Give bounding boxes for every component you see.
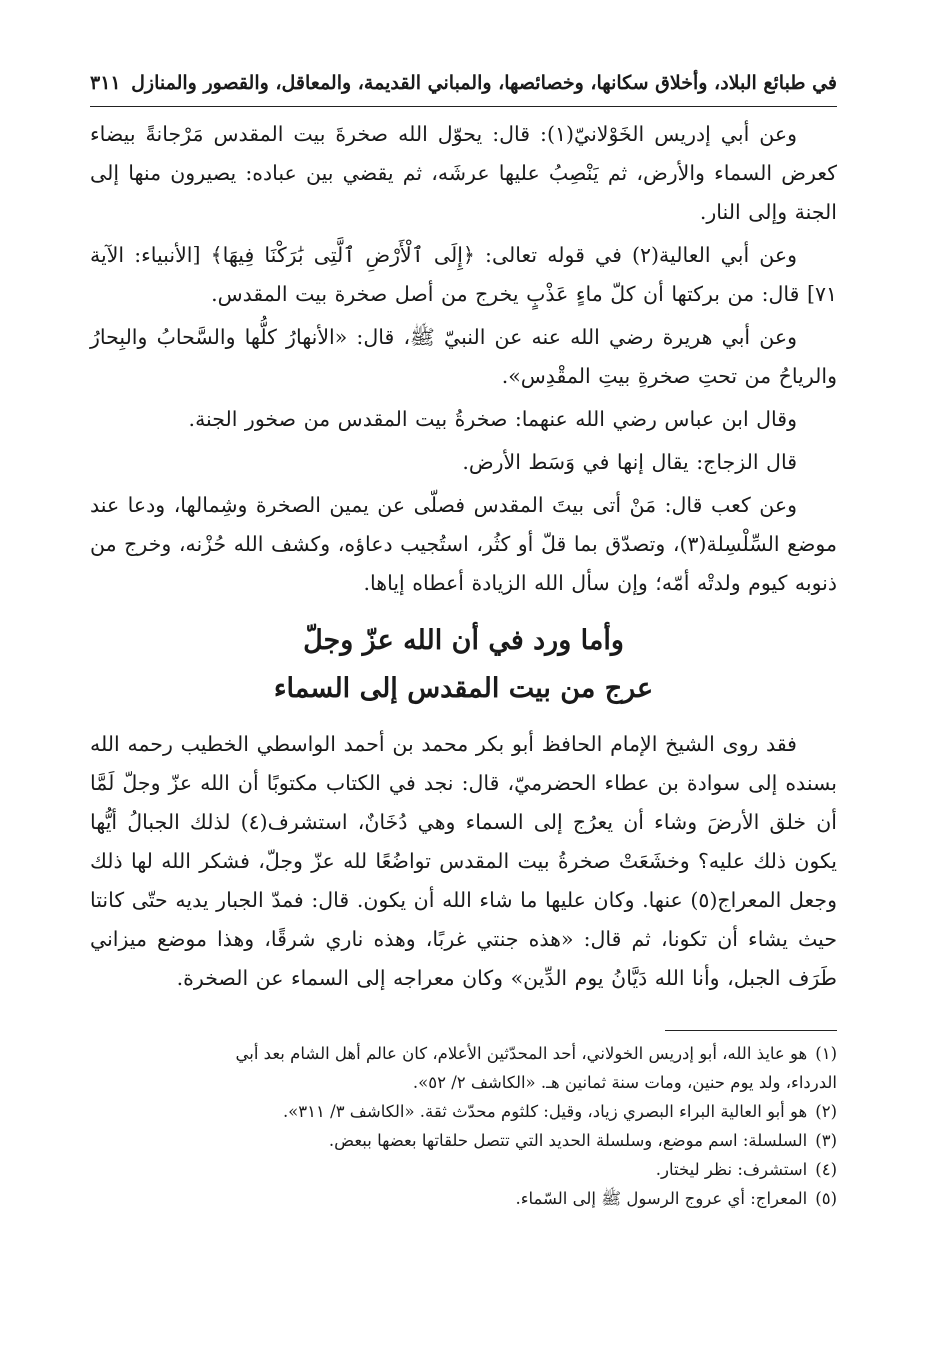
paragraph: وعن أبي هريرة رضي الله عنه عن النبيّ ﷺ، قال: «الأنهارُ كلُّها والسَّحابُ والبِحارُ والرياحُ من تحتِ صخرةِ بيتِ المقْدِس». [90,325,837,388]
footnote-text: هو عايذ الله، أبو إدريس الخولاني، أحد المحدّثين الأعلام، كان عالم أهل الشام بعد أبي [235,1044,808,1063]
paragraph: وعن أبي إدريس الخَوْلانيّ(١): قال: يحوّل الله صخرةَ بيت المقدس مَرْجانةً بيضاء كعرض السماء والأرض، ثم يَنْصِبُ عليها عرشَه، ثم يقضي بين عباده: يصيرون منها إلى الجنة وإلى النار. [90,122,837,224]
paragraph: وقال ابن عباس رضي الله عنهما: صخرةُ بيت المقدس من صخور الجنة. [188,407,797,431]
paragraph: فقد روى الشيخ الإمام الحافظ أبو بكر محمد بن أحمد الواسطي الخطيب رحمه الله بسنده إلى سوادة بن عطاء الحضرميّ، قال: نجد في الكتاب مكتوبًا أن الله عزّ وجلّ لَمَّا أن خلق الأرضَ وشاء أن يعرُج إلى السماء وهي دُخَانٌ، استشرف(٤) لذلك الجبالُ أيُّها يكون ذلك عليه؟ وخشَعَتْ صخرةُ بيت المقدس تواضُعًا لله عزّ وجلّ، فشكر الله لها ذلك وجعل المعراج(٥) عنها. وكان عليها ما شاء الله أن يكون. قال: فمدّ الجبار يديه حتّى كانتا حيث يشاء أن تكونا، ثم قال: «هذه جنتي غربًا، وهذه ناري شرقًا، وهذا موضع ميزاني طَرَف الجبل، وأنا الله دَيَّانُ يوم الدِّين» وكان معراجه إلى السماء عن الصخرة. [90,732,837,990]
footnote-text: السلسلة: اسم موضع، وسلسلة الحديد التي تتصل حلقاتها بعضها ببعض. [328,1131,808,1150]
footnote [90,1184,837,1213]
footnote-continuation: الدرداء، ولد يوم حنين، ومات سنة ثمانين هـ. «الكاشف ٢/ ٥٢». [412,1073,837,1092]
footnote-text: استشرف: نظر ليختار. [655,1160,808,1179]
book-page [90,60,837,1364]
footnote [90,1155,837,1184]
footnote-text: المعراج: أي عروج الرسول ﷺ إلى السّماء. [515,1189,808,1208]
footnote [90,1126,837,1155]
footnote [90,1039,837,1068]
footnote-separator [665,1030,837,1031]
paragraph: وعن كعب قال: مَنْ أتى بيتَ المقدس فصلّى عن يمين الصخرة وشِمالها، ودعا عند موضع السِّلْسِلة(٣)، وتصدّق بما قلّ أو كثُر، استُجيب دعاؤه، وكشف الله حُزْنه، وخرج من ذنوبه كيوم ولدتْه أمّه؛ وإن سأل الله الزيادة أعطاه إياها. [90,493,838,595]
footnote [90,1097,837,1126]
paragraph: قال الزجاج: يقال إنها في وَسَط الأرض. [462,450,797,474]
footnotes [90,1039,837,1213]
page-number: ٣١١ [90,72,121,94]
heading-line-2: عرج من بيت المقدس إلى السماء [273,673,654,704]
footnote-number: (٢) [815,1102,837,1121]
paragraph: وعن أبي العالية(٢) في قوله تعالى: ﴿إِلَى ٱلْأَرْضِ ٱلَّتِى بَٰرَكْنَا فِيهَا﴾ [الأنبياء: الآية ٧١] قال: من بركتها أن كلّ ماءٍ عَذْبٍ يخرج من أصل صخرة بيت المقدس. [90,243,837,306]
section-heading [90,617,837,713]
header-title: في طبائع البلاد، وأخلاق سكانها، وخصائصها، والمباني القديمة، والمعاقل، والقصور والمنازل [131,72,837,94]
footnote-text: هو أبو العالية البراء البصري زياد، وقيل: كلثوم محدّث ثقة. «الكاشف ٣/ ٣١١». [282,1102,808,1121]
footnote-number: (٤) [815,1160,837,1179]
running-header [90,60,837,107]
footnote-number: (٣) [815,1131,837,1150]
footnote-number: (١) [815,1044,837,1063]
footnote-number: (٥) [815,1189,837,1208]
main-text [90,115,837,998]
heading-line-1: وأما ورد في أن الله عزّ وجلّ [303,625,624,656]
